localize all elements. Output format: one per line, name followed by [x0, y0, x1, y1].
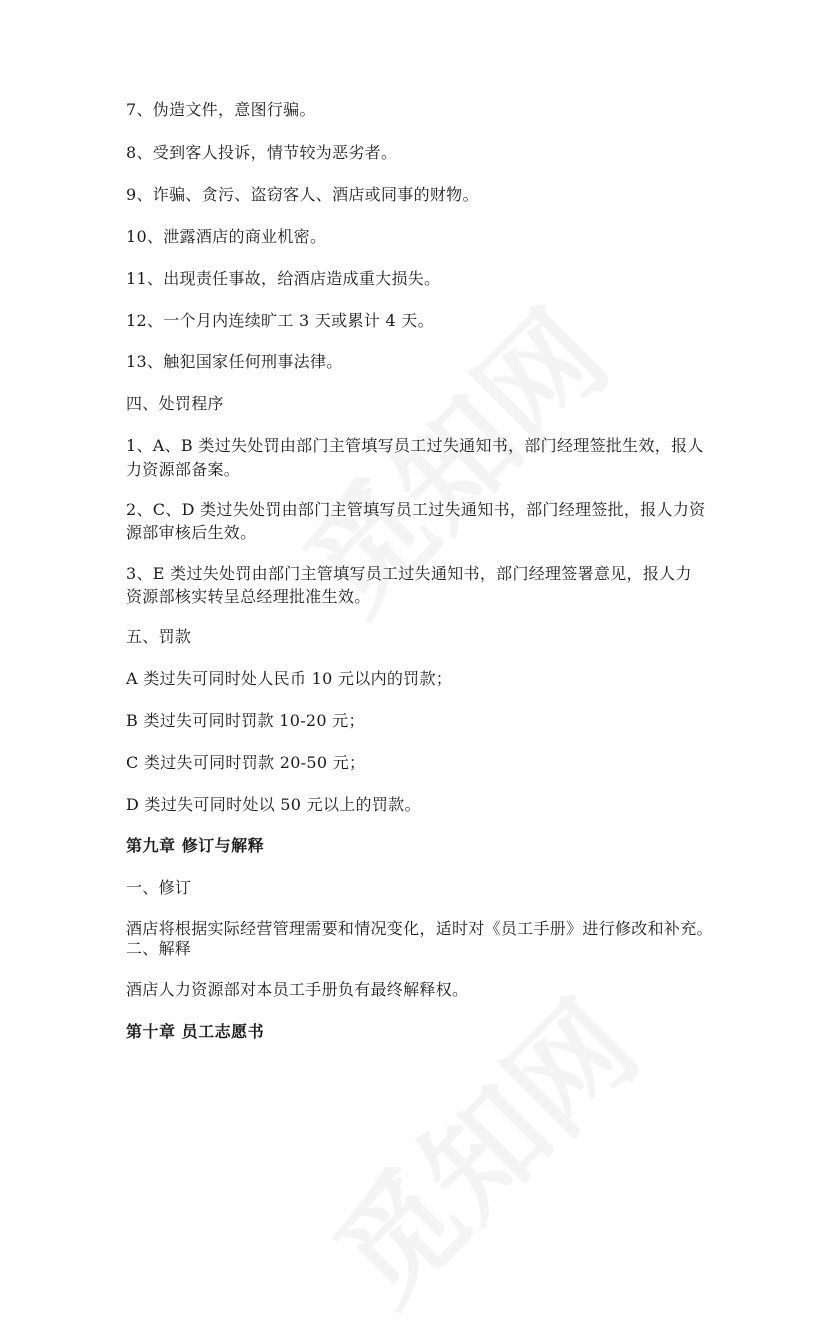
list-item: 9、诈骗、贪污、盗窃客人、酒店或同事的财物。 — [126, 185, 479, 204]
section-heading: 五、罚款 — [126, 627, 192, 646]
paragraph-line: 力资源部备案。 — [126, 460, 241, 479]
list-item: 8、受到客人投诉，情节较为恶劣者。 — [126, 143, 398, 162]
list-item: C 类过失可同时罚款 20-50 元； — [126, 753, 366, 772]
list-item: 13、触犯国家任何刑事法律。 — [126, 352, 343, 371]
paragraph-line: 3、E 类过失处罚由部门主管填写员工过失通知书，部门经理签署意见，报人力 — [126, 564, 692, 583]
section-heading: 一、修订 — [126, 878, 192, 897]
chapter-heading: 第十章 员工志愿书 — [126, 1022, 265, 1041]
watermark — [292, 958, 668, 1334]
chapter-heading: 第九章 修订与解释 — [126, 836, 265, 855]
list-item: 12、一个月内连续旷工 3 天或累计 4 天。 — [126, 311, 434, 330]
paragraph-line: 2、C、D 类过失处罚由部门主管填写员工过失通知书，部门经理签批，报人力资 — [126, 500, 706, 519]
list-item: B 类过失可同时罚款 10-20 元； — [126, 711, 365, 730]
list-item: 11、出现责任事故，给酒店造成重大损失。 — [126, 269, 441, 288]
list-item: 7、伪造文件，意图行骗。 — [126, 100, 316, 119]
section-heading: 二、解释 — [126, 939, 192, 958]
list-item: A 类过失可同时处人民币 10 元以内的罚款； — [126, 669, 453, 688]
paragraph-line: 源部审核后生效。 — [126, 523, 257, 542]
paragraph-line: 1、A、B 类过失处罚由部门主管填写员工过失通知书，部门经理签批生效，报人 — [126, 436, 704, 455]
paragraph-line: 酒店人力资源部对本员工手册负有最终解释权。 — [126, 980, 469, 999]
paragraph-line: 资源部核实转呈总经理批准生效。 — [126, 587, 371, 606]
list-item: D 类过失可同时处以 50 元以上的罚款。 — [126, 795, 421, 814]
paragraph-line: 酒店将根据实际经营管理需要和情况变化，适时对《员工手册》进行修改和补充。 — [126, 919, 713, 938]
list-item: 10、泄露酒店的商业机密。 — [126, 227, 327, 246]
section-heading: 四、处罚程序 — [126, 394, 224, 413]
